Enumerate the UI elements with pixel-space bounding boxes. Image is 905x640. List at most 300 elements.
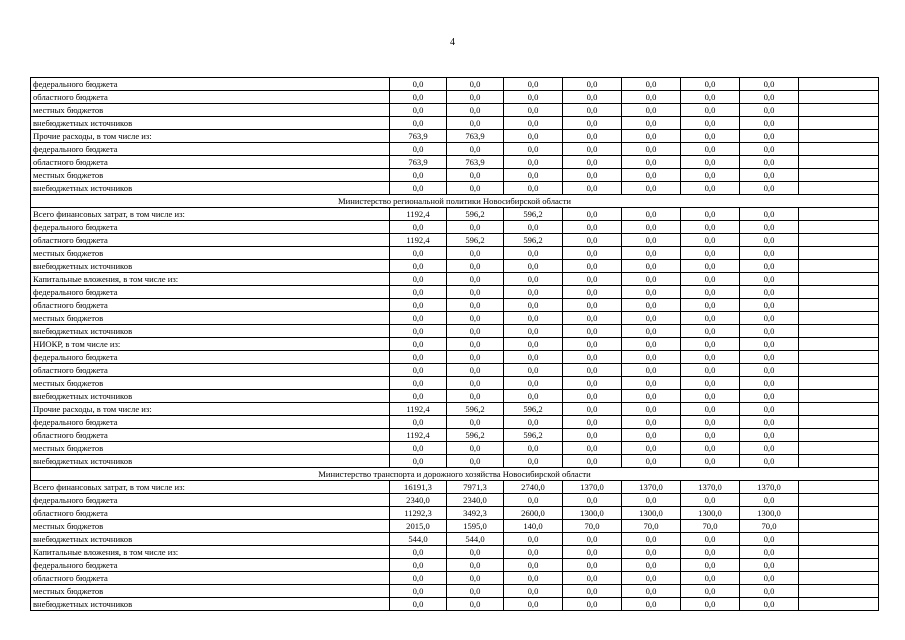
value-cell: 0,0 <box>622 494 681 507</box>
value-cell: 596,2 <box>504 208 563 221</box>
value-cell: 0,0 <box>563 338 622 351</box>
value-cell: 763,9 <box>447 156 504 169</box>
row-label: Капитальные вложения, в том числе из: <box>31 546 390 559</box>
value-cell: 1370,0 <box>681 481 740 494</box>
value-cell: 0,0 <box>563 169 622 182</box>
value-cell: 7971,3 <box>447 481 504 494</box>
empty-cell <box>799 429 879 442</box>
value-cell: 0,0 <box>681 117 740 130</box>
value-cell: 596,2 <box>504 403 563 416</box>
empty-cell <box>799 494 879 507</box>
table-row <box>31 351 879 364</box>
value-cell: 0,0 <box>390 169 447 182</box>
value-cell: 0,0 <box>447 390 504 403</box>
value-cell: 0,0 <box>740 546 799 559</box>
value-cell: 0,0 <box>681 312 740 325</box>
value-cell: 0,0 <box>447 559 504 572</box>
value-cell: 0,0 <box>447 312 504 325</box>
value-cell: 0,0 <box>390 585 447 598</box>
row-label: федерального бюджета <box>31 559 390 572</box>
page-number: 4 <box>450 37 455 48</box>
value-cell: 70,0 <box>622 520 681 533</box>
value-cell: 0,0 <box>681 286 740 299</box>
value-cell: 0,0 <box>563 182 622 195</box>
value-cell: 0,0 <box>390 273 447 286</box>
table-row <box>31 572 879 585</box>
value-cell: 2015,0 <box>390 520 447 533</box>
value-cell: 0,0 <box>740 351 799 364</box>
value-cell: 0,0 <box>740 221 799 234</box>
row-label: областного бюджета <box>31 91 390 104</box>
row-label: местных бюджетов <box>31 169 390 182</box>
row-label: внебюджетных источников <box>31 533 390 546</box>
value-cell: 0,0 <box>504 338 563 351</box>
row-label: федерального бюджета <box>31 143 390 156</box>
value-cell: 0,0 <box>563 559 622 572</box>
table-row <box>31 286 879 299</box>
value-cell: 0,0 <box>681 572 740 585</box>
table-row <box>31 104 879 117</box>
value-cell: 0,0 <box>622 104 681 117</box>
value-cell: 0,0 <box>622 234 681 247</box>
value-cell: 0,0 <box>504 117 563 130</box>
value-cell: 0,0 <box>740 169 799 182</box>
empty-cell <box>799 338 879 351</box>
value-cell: 0,0 <box>622 364 681 377</box>
table-row <box>31 78 879 91</box>
table-row <box>31 533 879 546</box>
empty-cell <box>799 377 879 390</box>
value-cell: 0,0 <box>563 377 622 390</box>
value-cell: 1300,0 <box>681 507 740 520</box>
value-cell: 0,0 <box>504 546 563 559</box>
value-cell: 0,0 <box>390 442 447 455</box>
value-cell: 0,0 <box>681 221 740 234</box>
value-cell: 0,0 <box>563 364 622 377</box>
row-label: федерального бюджета <box>31 494 390 507</box>
section-header: Министерство региональной политики Новосибирской области <box>31 195 879 208</box>
value-cell: 0,0 <box>622 533 681 546</box>
row-label: федерального бюджета <box>31 351 390 364</box>
value-cell: 0,0 <box>563 286 622 299</box>
empty-cell <box>799 546 879 559</box>
table-row <box>31 338 879 351</box>
value-cell: 0,0 <box>504 91 563 104</box>
row-label: федерального бюджета <box>31 286 390 299</box>
row-label: местных бюджетов <box>31 520 390 533</box>
value-cell: 0,0 <box>740 299 799 312</box>
value-cell: 0,0 <box>390 312 447 325</box>
value-cell: 0,0 <box>681 390 740 403</box>
value-cell: 0,0 <box>447 442 504 455</box>
value-cell: 70,0 <box>563 520 622 533</box>
value-cell: 0,0 <box>622 208 681 221</box>
value-cell: 0,0 <box>563 221 622 234</box>
value-cell: 0,0 <box>563 351 622 364</box>
table-row <box>31 585 879 598</box>
empty-cell <box>799 481 879 494</box>
empty-cell <box>799 169 879 182</box>
empty-cell <box>799 572 879 585</box>
value-cell: 0,0 <box>740 312 799 325</box>
value-cell: 0,0 <box>740 338 799 351</box>
value-cell: 0,0 <box>563 455 622 468</box>
empty-cell <box>799 559 879 572</box>
empty-cell <box>799 221 879 234</box>
value-cell: 0,0 <box>563 325 622 338</box>
value-cell: 0,0 <box>622 130 681 143</box>
row-label: местных бюджетов <box>31 442 390 455</box>
value-cell: 0,0 <box>390 546 447 559</box>
empty-cell <box>799 520 879 533</box>
value-cell: 0,0 <box>622 546 681 559</box>
row-label: внебюджетных источников <box>31 260 390 273</box>
table-row <box>31 182 879 195</box>
value-cell: 0,0 <box>390 598 447 611</box>
empty-cell <box>799 247 879 260</box>
value-cell: 0,0 <box>740 585 799 598</box>
value-cell: 0,0 <box>504 143 563 156</box>
row-label: внебюджетных источников <box>31 325 390 338</box>
value-cell: 0,0 <box>563 546 622 559</box>
row-label: Капитальные вложения, в том числе из: <box>31 273 390 286</box>
value-cell: 0,0 <box>563 416 622 429</box>
value-cell: 0,0 <box>390 325 447 338</box>
value-cell: 0,0 <box>622 598 681 611</box>
table-row <box>31 507 879 520</box>
value-cell: 0,0 <box>563 247 622 260</box>
row-label: федерального бюджета <box>31 78 390 91</box>
value-cell: 0,0 <box>504 182 563 195</box>
row-label: внебюджетных источников <box>31 182 390 195</box>
value-cell: 0,0 <box>563 299 622 312</box>
value-cell: 0,0 <box>740 78 799 91</box>
value-cell: 1595,0 <box>447 520 504 533</box>
value-cell: 1300,0 <box>740 507 799 520</box>
value-cell: 1370,0 <box>622 481 681 494</box>
row-label: Прочие расходы, в том числе из: <box>31 403 390 416</box>
value-cell: 0,0 <box>622 143 681 156</box>
value-cell: 0,0 <box>447 91 504 104</box>
value-cell: 0,0 <box>504 221 563 234</box>
value-cell: 0,0 <box>740 91 799 104</box>
table-row <box>31 598 879 611</box>
value-cell: 0,0 <box>504 494 563 507</box>
section-header-row <box>31 468 879 481</box>
value-cell: 0,0 <box>504 260 563 273</box>
value-cell: 596,2 <box>447 208 504 221</box>
value-cell: 0,0 <box>504 351 563 364</box>
empty-cell <box>799 455 879 468</box>
empty-cell <box>799 234 879 247</box>
value-cell: 0,0 <box>740 598 799 611</box>
value-cell: 0,0 <box>447 247 504 260</box>
empty-cell <box>799 585 879 598</box>
value-cell: 544,0 <box>390 533 447 546</box>
value-cell: 0,0 <box>681 143 740 156</box>
value-cell: 2740,0 <box>504 481 563 494</box>
value-cell: 1300,0 <box>622 507 681 520</box>
value-cell: 0,0 <box>681 598 740 611</box>
row-label: областного бюджета <box>31 299 390 312</box>
value-cell: 0,0 <box>681 247 740 260</box>
value-cell: 596,2 <box>504 234 563 247</box>
value-cell: 0,0 <box>504 78 563 91</box>
table-row <box>31 247 879 260</box>
value-cell: 70,0 <box>740 520 799 533</box>
value-cell: 0,0 <box>504 455 563 468</box>
value-cell: 0,0 <box>563 429 622 442</box>
table-row <box>31 390 879 403</box>
value-cell: 0,0 <box>447 78 504 91</box>
row-label: местных бюджетов <box>31 377 390 390</box>
value-cell: 0,0 <box>390 260 447 273</box>
table-row <box>31 403 879 416</box>
value-cell: 0,0 <box>740 403 799 416</box>
value-cell: 0,0 <box>740 273 799 286</box>
value-cell: 0,0 <box>504 442 563 455</box>
empty-cell <box>799 442 879 455</box>
empty-cell <box>799 130 879 143</box>
value-cell: 0,0 <box>622 299 681 312</box>
row-label: областного бюджета <box>31 507 390 520</box>
table-row <box>31 117 879 130</box>
value-cell: 0,0 <box>563 130 622 143</box>
value-cell: 0,0 <box>447 286 504 299</box>
value-cell: 0,0 <box>504 364 563 377</box>
value-cell: 0,0 <box>563 234 622 247</box>
value-cell: 0,0 <box>390 182 447 195</box>
empty-cell <box>799 182 879 195</box>
value-cell: 0,0 <box>504 598 563 611</box>
value-cell: 0,0 <box>681 208 740 221</box>
value-cell: 0,0 <box>622 416 681 429</box>
value-cell: 0,0 <box>622 91 681 104</box>
table-row <box>31 429 879 442</box>
value-cell: 596,2 <box>504 429 563 442</box>
value-cell: 0,0 <box>681 234 740 247</box>
empty-cell <box>799 273 879 286</box>
value-cell: 0,0 <box>622 403 681 416</box>
table-row <box>31 130 879 143</box>
value-cell: 0,0 <box>504 559 563 572</box>
value-cell: 0,0 <box>681 546 740 559</box>
value-cell: 70,0 <box>681 520 740 533</box>
table-row <box>31 481 879 494</box>
value-cell: 0,0 <box>681 325 740 338</box>
value-cell: 0,0 <box>563 572 622 585</box>
row-label: местных бюджетов <box>31 585 390 598</box>
row-label: внебюджетных источников <box>31 117 390 130</box>
table-row <box>31 312 879 325</box>
table-row <box>31 325 879 338</box>
row-label: Всего финансовых затрат, в том числе из: <box>31 481 390 494</box>
value-cell: 0,0 <box>681 182 740 195</box>
value-cell: 0,0 <box>504 169 563 182</box>
value-cell: 1370,0 <box>563 481 622 494</box>
value-cell: 0,0 <box>622 429 681 442</box>
value-cell: 0,0 <box>740 455 799 468</box>
value-cell: 0,0 <box>504 156 563 169</box>
value-cell: 0,0 <box>563 156 622 169</box>
table-row <box>31 520 879 533</box>
value-cell: 0,0 <box>740 364 799 377</box>
value-cell: 0,0 <box>740 104 799 117</box>
value-cell: 0,0 <box>447 364 504 377</box>
table-row <box>31 91 879 104</box>
table-row <box>31 416 879 429</box>
value-cell: 0,0 <box>447 221 504 234</box>
value-cell: 0,0 <box>563 598 622 611</box>
value-cell: 0,0 <box>447 455 504 468</box>
value-cell: 0,0 <box>740 416 799 429</box>
value-cell: 0,0 <box>563 494 622 507</box>
empty-cell <box>799 351 879 364</box>
empty-cell <box>799 260 879 273</box>
value-cell: 0,0 <box>622 351 681 364</box>
value-cell: 0,0 <box>563 585 622 598</box>
value-cell: 0,0 <box>622 455 681 468</box>
value-cell: 3492,3 <box>447 507 504 520</box>
value-cell: 0,0 <box>681 442 740 455</box>
value-cell: 0,0 <box>740 143 799 156</box>
value-cell: 0,0 <box>390 286 447 299</box>
value-cell: 763,9 <box>390 156 447 169</box>
value-cell: 0,0 <box>681 130 740 143</box>
value-cell: 11292,3 <box>390 507 447 520</box>
value-cell: 763,9 <box>447 130 504 143</box>
value-cell: 0,0 <box>447 416 504 429</box>
row-label: областного бюджета <box>31 156 390 169</box>
value-cell: 0,0 <box>390 247 447 260</box>
value-cell: 0,0 <box>447 546 504 559</box>
value-cell: 0,0 <box>622 572 681 585</box>
value-cell: 0,0 <box>563 403 622 416</box>
empty-cell <box>799 507 879 520</box>
value-cell: 763,9 <box>390 130 447 143</box>
value-cell: 0,0 <box>504 585 563 598</box>
value-cell: 0,0 <box>447 117 504 130</box>
value-cell: 0,0 <box>447 182 504 195</box>
value-cell: 0,0 <box>563 260 622 273</box>
value-cell: 0,0 <box>622 325 681 338</box>
value-cell: 0,0 <box>447 169 504 182</box>
value-cell: 0,0 <box>740 260 799 273</box>
value-cell: 0,0 <box>504 416 563 429</box>
value-cell: 0,0 <box>504 247 563 260</box>
table-row <box>31 143 879 156</box>
section-header: Министерство транспорта и дорожного хозяйства Новосибирской области <box>31 468 879 481</box>
value-cell: 0,0 <box>740 130 799 143</box>
value-cell: 0,0 <box>622 377 681 390</box>
value-cell: 0,0 <box>740 117 799 130</box>
table-row <box>31 273 879 286</box>
value-cell: 0,0 <box>504 299 563 312</box>
empty-cell <box>799 91 879 104</box>
value-cell: 1192,4 <box>390 234 447 247</box>
row-label: внебюджетных источников <box>31 390 390 403</box>
table-row <box>31 234 879 247</box>
empty-cell <box>799 416 879 429</box>
value-cell: 0,0 <box>740 572 799 585</box>
value-cell: 0,0 <box>681 377 740 390</box>
empty-cell <box>799 117 879 130</box>
value-cell: 0,0 <box>681 364 740 377</box>
row-label: областного бюджета <box>31 234 390 247</box>
table-row <box>31 169 879 182</box>
value-cell: 0,0 <box>681 78 740 91</box>
value-cell: 0,0 <box>681 559 740 572</box>
value-cell: 0,0 <box>563 390 622 403</box>
value-cell: 0,0 <box>447 143 504 156</box>
value-cell: 0,0 <box>390 91 447 104</box>
value-cell: 0,0 <box>681 416 740 429</box>
value-cell: 544,0 <box>447 533 504 546</box>
value-cell: 0,0 <box>622 247 681 260</box>
value-cell: 0,0 <box>447 104 504 117</box>
value-cell: 0,0 <box>681 494 740 507</box>
value-cell: 0,0 <box>740 377 799 390</box>
value-cell: 0,0 <box>390 559 447 572</box>
table-row <box>31 221 879 234</box>
row-label: федерального бюджета <box>31 416 390 429</box>
value-cell: 1300,0 <box>563 507 622 520</box>
value-cell: 0,0 <box>390 143 447 156</box>
value-cell: 0,0 <box>622 169 681 182</box>
value-cell: 0,0 <box>504 572 563 585</box>
value-cell: 1192,4 <box>390 208 447 221</box>
value-cell: 596,2 <box>447 234 504 247</box>
row-label: внебюджетных источников <box>31 455 390 468</box>
value-cell: 0,0 <box>622 585 681 598</box>
table-body <box>31 78 879 611</box>
value-cell: 0,0 <box>740 390 799 403</box>
value-cell: 0,0 <box>563 91 622 104</box>
value-cell: 2600,0 <box>504 507 563 520</box>
value-cell: 0,0 <box>622 273 681 286</box>
empty-cell <box>799 143 879 156</box>
value-cell: 2340,0 <box>390 494 447 507</box>
row-label: областного бюджета <box>31 572 390 585</box>
value-cell: 0,0 <box>681 455 740 468</box>
value-cell: 0,0 <box>622 312 681 325</box>
value-cell: 0,0 <box>447 598 504 611</box>
value-cell: 0,0 <box>740 208 799 221</box>
value-cell: 1192,4 <box>390 429 447 442</box>
value-cell: 0,0 <box>563 143 622 156</box>
value-cell: 0,0 <box>740 559 799 572</box>
row-label: областного бюджета <box>31 429 390 442</box>
table-row <box>31 442 879 455</box>
value-cell: 0,0 <box>504 377 563 390</box>
value-cell: 0,0 <box>390 572 447 585</box>
value-cell: 140,0 <box>504 520 563 533</box>
value-cell: 0,0 <box>563 78 622 91</box>
value-cell: 0,0 <box>563 533 622 546</box>
value-cell: 0,0 <box>504 312 563 325</box>
value-cell: 0,0 <box>390 221 447 234</box>
value-cell: 0,0 <box>447 377 504 390</box>
value-cell: 0,0 <box>681 260 740 273</box>
row-label: местных бюджетов <box>31 104 390 117</box>
value-cell: 0,0 <box>563 312 622 325</box>
value-cell: 0,0 <box>504 286 563 299</box>
empty-cell <box>799 156 879 169</box>
row-label: областного бюджета <box>31 364 390 377</box>
row-label: внебюджетных источников <box>31 598 390 611</box>
value-cell: 0,0 <box>622 442 681 455</box>
table-row <box>31 299 879 312</box>
